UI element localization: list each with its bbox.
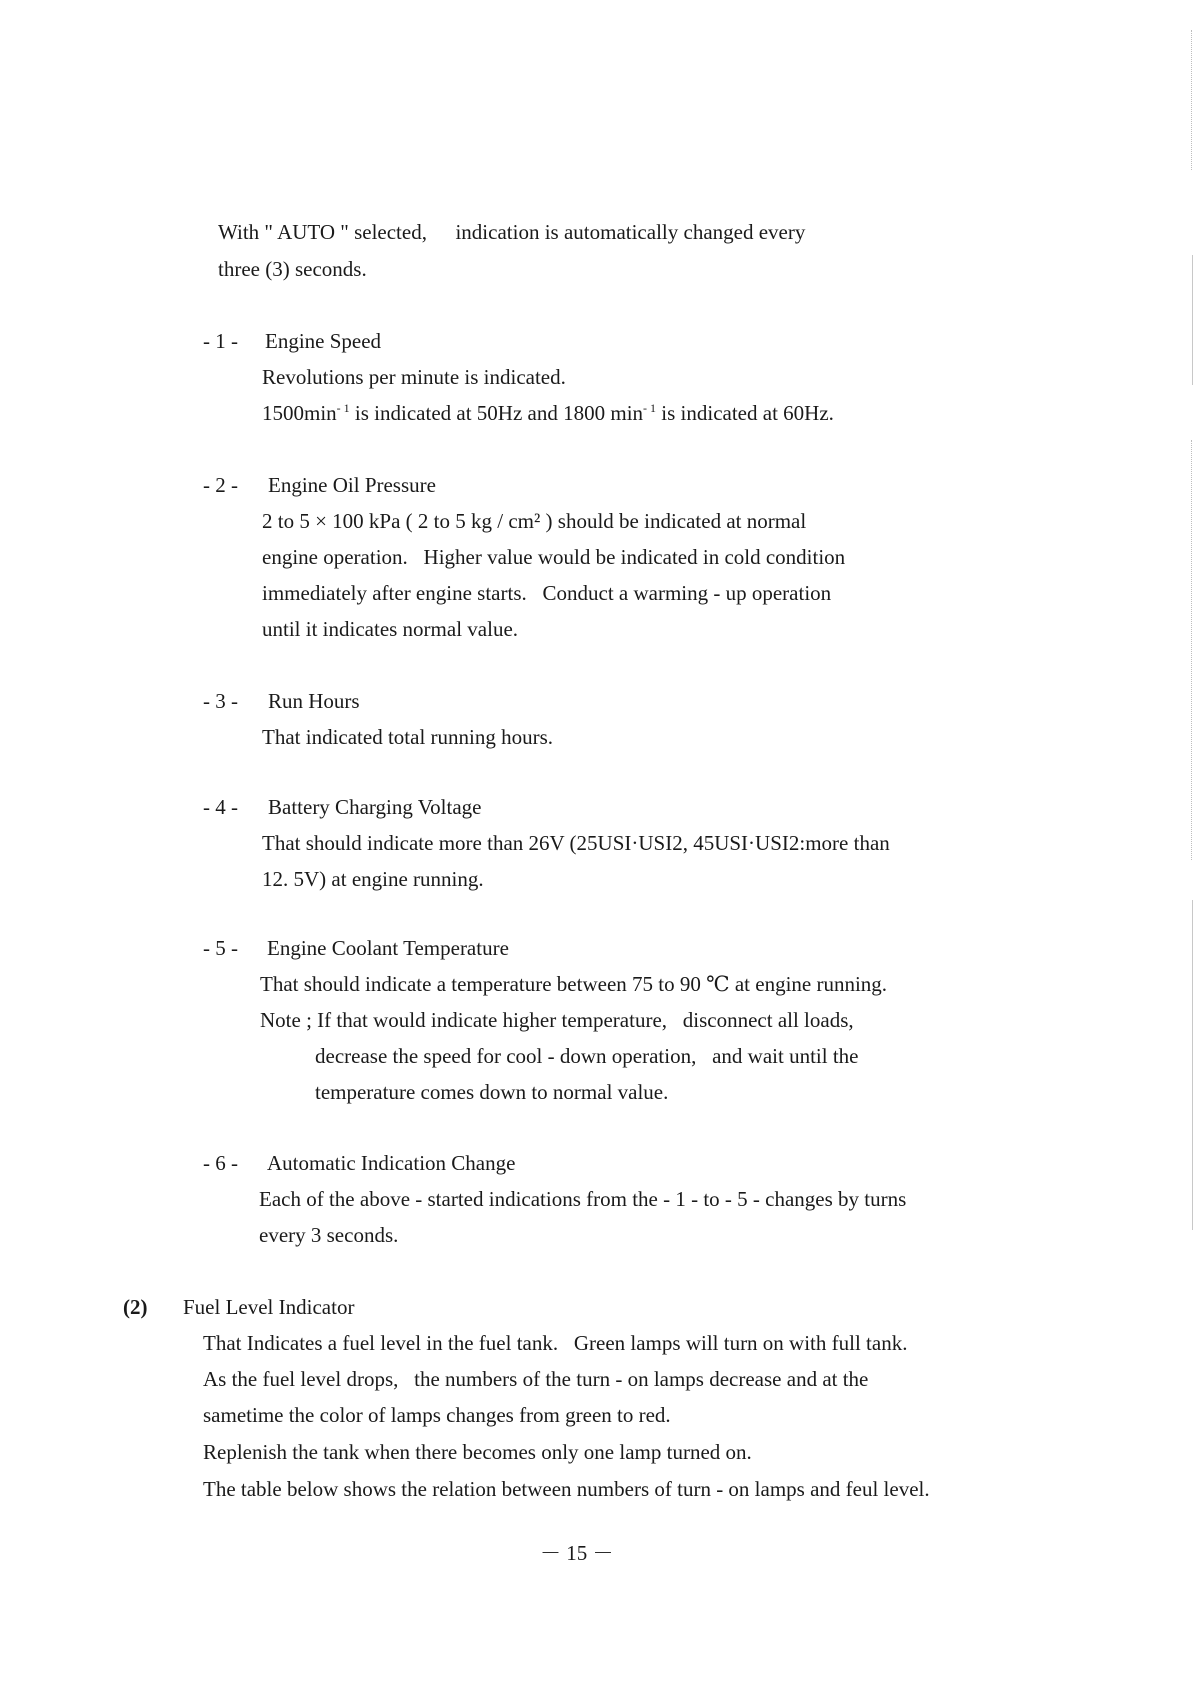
section-2-line-1: That Indicates a fuel level in the fuel tank. Green lamps will turn on with full tank. — [203, 1331, 908, 1355]
item-1-text: 1500min — [262, 401, 337, 425]
section-2-title: Fuel Level Indicator — [183, 1295, 355, 1319]
intro-line-1-part-a: With " AUTO " selected, — [218, 220, 427, 244]
section-2-line-2: As the fuel level drops, the numbers of the turn - on lamps decrease and at the — [203, 1367, 869, 1391]
item-1-line-1: Revolutions per minute is indicated. — [262, 365, 566, 389]
page-number: － 15 － — [540, 1541, 614, 1565]
item-3-number: - 3 - — [203, 689, 238, 713]
item-5-note-line-3: temperature comes down to normal value. — [315, 1080, 669, 1104]
item-6-number: - 6 - — [203, 1151, 238, 1175]
item-1-text: is indicated at 60Hz. — [661, 401, 834, 425]
scan-edge-mark — [1191, 440, 1192, 860]
item-6-line-1: Each of the above - started indications from the - 1 - to - 5 - changes by turns — [259, 1187, 907, 1211]
item-2-line-1: 2 to 5 × 100 kPa ( 2 to 5 kg / cm² ) should be indicated at normal — [262, 509, 807, 533]
item-1-line-2 — [262, 403, 834, 424]
section-2-line-5: The table below shows the relation between numbers of turn - on lamps and feul level. — [203, 1477, 930, 1501]
item-1-number: - 1 - — [203, 329, 238, 353]
item-3-line-1: That indicated total running hours. — [262, 725, 554, 749]
section-2-line-3: sametime the color of lamps changes from green to red. — [203, 1403, 671, 1427]
item-4-line-1: That should indicate more than 26V (25USI·USI2, 45USI·USI2:more than — [262, 831, 890, 855]
item-2-number: - 2 - — [203, 473, 238, 497]
intro-line-2: three (3) seconds. — [218, 257, 367, 281]
item-2-line-4: until it indicates normal value. — [262, 617, 519, 641]
intro-line-1-part-b: indication is automatically changed every — [455, 220, 806, 244]
item-6-line-2: every 3 seconds. — [259, 1223, 399, 1247]
item-2-title: Engine Oil Pressure — [268, 473, 436, 497]
item-4-number: - 4 - — [203, 795, 238, 819]
intro-line-1 — [218, 222, 805, 243]
section-2-line-4: Replenish the tank when there becomes only one lamp turned on. — [203, 1440, 752, 1464]
scan-edge-mark — [1192, 900, 1193, 1230]
scan-edge-mark — [1192, 255, 1193, 385]
item-5-title: Engine Coolant Temperature — [267, 936, 509, 960]
item-6-title: Automatic Indication Change — [267, 1151, 516, 1175]
item-5-number: - 5 - — [203, 936, 238, 960]
section-2-number: (2) — [123, 1295, 148, 1319]
item-1-text: is indicated at 50Hz and 1800 min — [354, 401, 644, 425]
scan-edge-mark — [1191, 30, 1192, 170]
item-5-note-line-2: decrease the speed for cool - down operation, and wait until the — [315, 1044, 859, 1068]
item-3-title: Run Hours — [268, 689, 360, 713]
item-2-line-2: engine operation. Higher value would be indicated in cold condition — [262, 545, 846, 569]
item-5-line-1: That should indicate a temperature between 75 to 90 ℃ at engine running. — [260, 972, 888, 996]
item-4-title: Battery Charging Voltage — [268, 795, 482, 819]
superscript: - 1 — [336, 401, 350, 415]
item-4-line-2: 12. 5V) at engine running. — [262, 867, 484, 891]
item-5-note-line-1: Note ; If that would indicate higher temperature, disconnect all loads, — [260, 1008, 854, 1032]
superscript: - 1 — [643, 401, 657, 415]
item-2-line-3: immediately after engine starts. Conduct a warming - up operation — [262, 581, 832, 605]
item-1-title: Engine Speed — [265, 329, 382, 353]
